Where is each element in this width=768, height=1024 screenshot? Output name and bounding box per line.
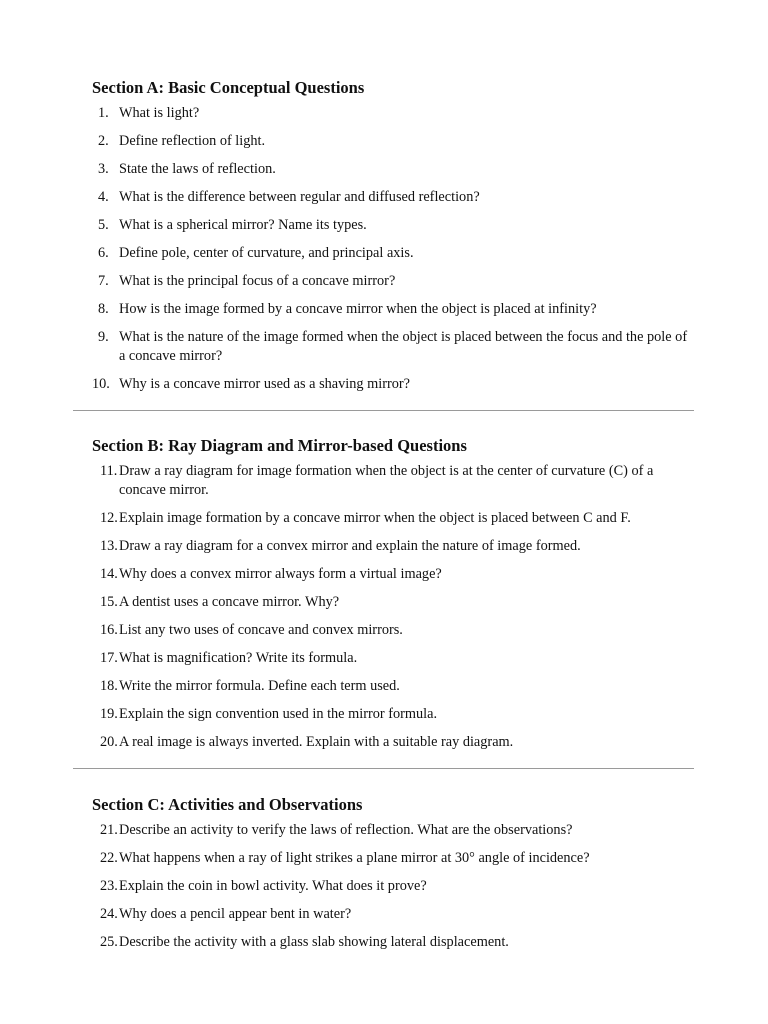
section-title: Section A: Basic Conceptual Questions — [92, 78, 365, 97]
section-a — [92, 78, 692, 403]
question-text: Define reflection of light. — [119, 133, 266, 149]
question-item — [92, 375, 692, 394]
question-number: 19. — [100, 705, 118, 722]
question-number: 6. — [98, 245, 109, 261]
question-number: 3. — [98, 161, 109, 177]
question-text: What is the difference between regular and diffused reflection? — [119, 189, 480, 205]
question-number: 17. — [100, 649, 118, 666]
question-text: Draw a ray diagram for a convex mirror and explain the nature of image formed. — [119, 537, 581, 554]
question-number: 4. — [98, 189, 109, 205]
question-item — [92, 649, 692, 668]
question-item — [92, 272, 692, 291]
question-item — [92, 705, 692, 724]
question-number: 7. — [98, 273, 109, 289]
question-text: List any two uses of concave and convex mirrors. — [119, 621, 403, 638]
question-text: What happens when a ray of light strikes a plane mirror at 30° angle of incidence? — [119, 850, 590, 866]
question-text: A dentist uses a concave mirror. Why? — [119, 593, 340, 610]
question-text: What is a spherical mirror? Name its types. — [119, 217, 367, 233]
question-text: Why is a concave mirror used as a shaving mirror? — [119, 375, 410, 392]
question-number: 15. — [100, 593, 118, 610]
section-b — [92, 436, 692, 761]
section-divider — [73, 410, 694, 411]
question-item — [92, 565, 692, 584]
question-number: 21. — [100, 822, 118, 838]
question-item — [92, 216, 692, 235]
question-number: 18. — [100, 677, 118, 694]
question-item — [92, 160, 692, 179]
question-text: Draw a ray diagram for image formation when the object is at the center of curvature (C) of a concave mirror. — [119, 463, 654, 498]
question-number: 11. — [100, 463, 118, 479]
question-text: Why does a convex mirror always form a virtual image? — [119, 565, 442, 582]
question-text: Describe the activity with a glass slab showing lateral displacement. — [119, 934, 509, 950]
section-title: Section B: Ray Diagram and Mirror-based Questions — [92, 436, 467, 455]
question-text: Explain the coin in bowl activity. What does it prove? — [119, 878, 427, 894]
question-text: Why does a pencil appear bent in water? — [119, 906, 352, 922]
question-item — [92, 821, 692, 840]
question-text: State the laws of reflection. — [119, 161, 276, 177]
question-item — [92, 244, 692, 263]
question-number: 12. — [100, 509, 118, 526]
question-number: 22. — [100, 850, 118, 866]
question-text: What is light? — [119, 105, 200, 121]
question-text: What is the nature of the image formed when the object is placed between the focus and the pole of a concave mirror? — [119, 329, 688, 364]
question-number: 20. — [100, 733, 118, 750]
question-list — [92, 462, 692, 751]
question-number: 25. — [100, 934, 118, 950]
question-item — [92, 328, 692, 365]
question-text: A real image is always inverted. Explain with a suitable ray diagram. — [119, 733, 514, 750]
question-number: 10. — [92, 375, 110, 392]
question-number: 2. — [98, 133, 109, 149]
question-item — [92, 621, 692, 640]
section-divider — [73, 768, 694, 769]
question-text: Define pole, center of curvature, and principal axis. — [119, 245, 414, 261]
question-text: Write the mirror formula. Define each term used. — [119, 677, 400, 694]
question-item — [92, 849, 692, 868]
section-c — [92, 795, 692, 961]
question-number: 1. — [98, 105, 109, 121]
question-item — [92, 509, 692, 528]
question-item — [92, 733, 692, 752]
question-number: 23. — [100, 878, 118, 894]
question-number: 14. — [100, 565, 118, 582]
question-item — [92, 300, 692, 319]
question-item — [92, 905, 692, 924]
question-item — [92, 593, 692, 612]
question-text: How is the image formed by a concave mirror when the object is placed at infinity? — [119, 301, 597, 317]
question-text: What is magnification? Write its formula. — [119, 649, 358, 666]
question-number: 9. — [98, 329, 109, 345]
question-number: 8. — [98, 301, 109, 317]
question-item — [92, 462, 692, 499]
question-item — [92, 104, 692, 123]
question-item — [92, 877, 692, 896]
question-item — [92, 677, 692, 696]
question-text: Describe an activity to verify the laws of reflection. What are the observations? — [119, 822, 573, 838]
question-text: Explain image formation by a concave mirror when the object is placed between C and F. — [119, 509, 631, 526]
question-item — [92, 188, 692, 207]
question-text: What is the principal focus of a concave mirror? — [119, 273, 396, 289]
question-number: 13. — [100, 537, 118, 554]
question-number: 16. — [100, 621, 118, 638]
question-list — [92, 104, 692, 393]
question-text: Explain the sign convention used in the mirror formula. — [119, 705, 438, 722]
question-number: 24. — [100, 906, 118, 922]
question-item — [92, 933, 692, 952]
question-number: 5. — [98, 217, 109, 233]
question-item — [92, 132, 692, 151]
question-list — [92, 821, 692, 952]
question-item — [92, 537, 692, 556]
section-title: Section C: Activities and Observations — [92, 795, 363, 814]
